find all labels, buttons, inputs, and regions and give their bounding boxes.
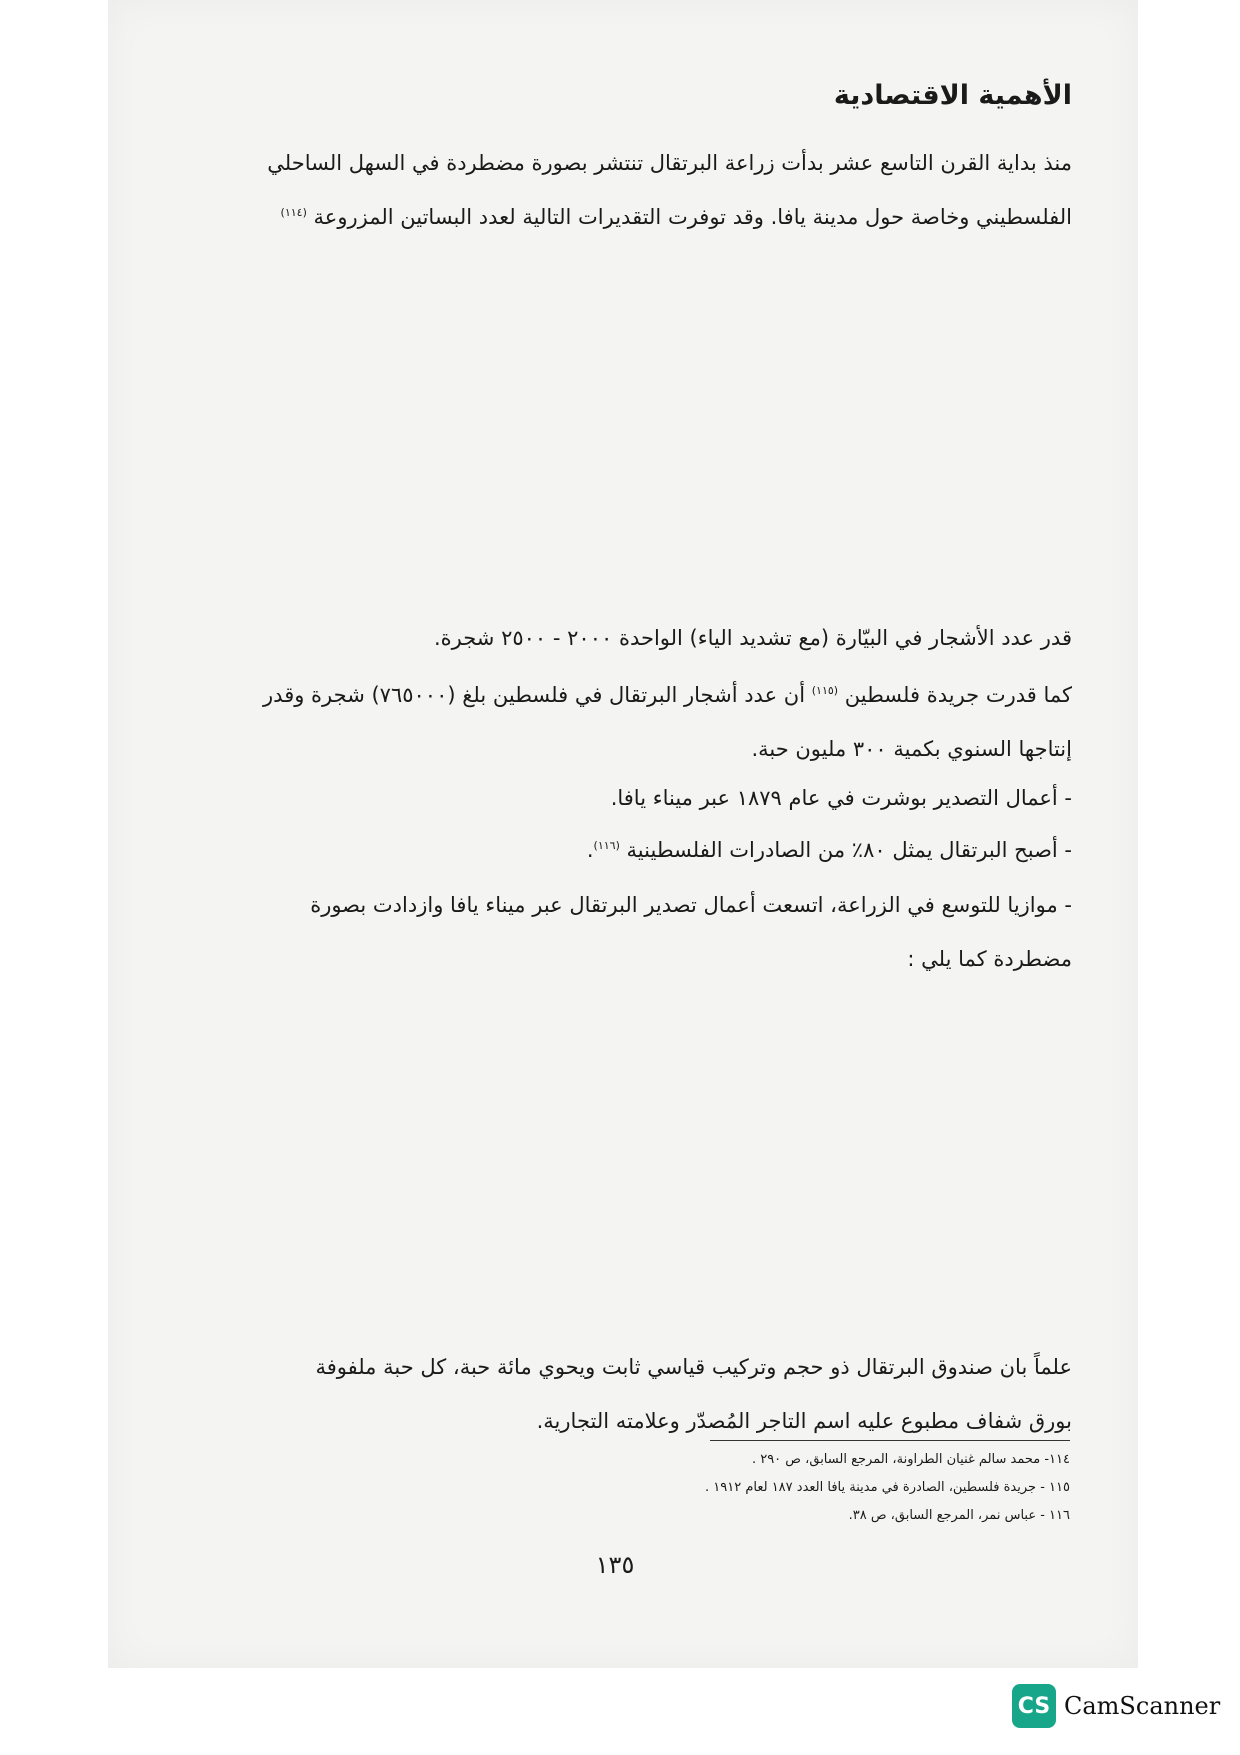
bullet-export-share-end: .	[586, 838, 594, 862]
intro-line-2	[139, 190, 1072, 244]
box-note-line-2: بورق شفاف مطبوع عليه اسم التاجر المُصدّر وعلامته التجارية.	[536, 1409, 1072, 1433]
intro-line-2-text: الفلسطيني وخاصة حول مدينة يافا. وقد توفرت التقديرات التالية لعدد البساتين المزروعة	[313, 205, 1072, 229]
footnote-115: ١١٥ - جريدة فلسطين، الصادرة في مدينة يافا العدد ١٨٧ لعام ١٩١٢ .	[704, 1480, 1070, 1495]
trees-per-orchard: قدر عدد الأشجار في البيّارة (مع تشديد الياء) الواحدة ٢٠٠٠ - ٢٥٠٠ شجرة.	[433, 626, 1072, 650]
box-note-paragraph	[139, 1340, 1072, 1448]
footnote-116: ١١٦ - عباس نمر، المرجع السابق، ص ٣٨.	[848, 1508, 1070, 1523]
page-number: ١٣٥	[595, 1551, 635, 1579]
section-heading: الأهمية الاقتصادية	[833, 80, 1072, 111]
bullet-export-share	[587, 838, 1072, 862]
footnote-divider	[710, 1440, 1070, 1441]
intro-paragraph	[139, 136, 1072, 244]
box-note-line-1: علماً بان صندوق البرتقال ذو حجم وتركيب قياسي ثابت ويحوي مائة حبة، كل حبة ملفوفة	[315, 1355, 1072, 1379]
footnote-ref-116: (١١٦)	[593, 839, 620, 852]
newspaper-line-1b: أن عدد أشجار البرتقال في فلسطين بلغ (٧٦٥٠٠٠) شجرة وقدر	[263, 683, 806, 707]
intro-line-1: منذ بداية القرن التاسع عشر بدأت زراعة البرتقال تنتشر بصورة مضطردة في السهل الساحلي	[267, 151, 1072, 175]
bullet-parallel-paragraph	[139, 878, 1072, 986]
footnote-ref-114: (١١٤)	[280, 206, 307, 219]
camscanner-label: CamScanner	[1064, 1692, 1221, 1720]
footnote-ref-115: (١١٥)	[811, 684, 839, 697]
newspaper-paragraph	[139, 668, 1072, 776]
newspaper-line-1	[139, 668, 1072, 722]
bullet-parallel-line-1: - موازيا للتوسع في الزراعة، اتسعت أعمال تصدير البرتقال عبر ميناء يافا وازدادت بصورة	[310, 893, 1072, 917]
bullet-parallel-line-2: مضطردة كما يلي :	[907, 947, 1072, 971]
footnote-114: ١١٤- محمد سالم غنيان الطراونة، المرجع السابق، ص ٢٩٠ .	[751, 1452, 1070, 1467]
camscanner-watermark	[1012, 1682, 1220, 1730]
newspaper-line-2: إنتاجها السنوي بكمية ٣٠٠ مليون حبة.	[751, 737, 1072, 761]
bullet-export-start: - أعمال التصدير بوشرت في عام ١٨٧٩ عبر ميناء يافا.	[610, 786, 1072, 810]
bullet-export-share-text: - أصبح البرتقال يمثل ٨٠٪ من الصادرات الفلسطينية	[626, 838, 1072, 862]
camscanner-logo-icon: CS	[1012, 1684, 1056, 1728]
newspaper-line-1a: كما قدرت جريدة فلسطين	[844, 683, 1072, 707]
